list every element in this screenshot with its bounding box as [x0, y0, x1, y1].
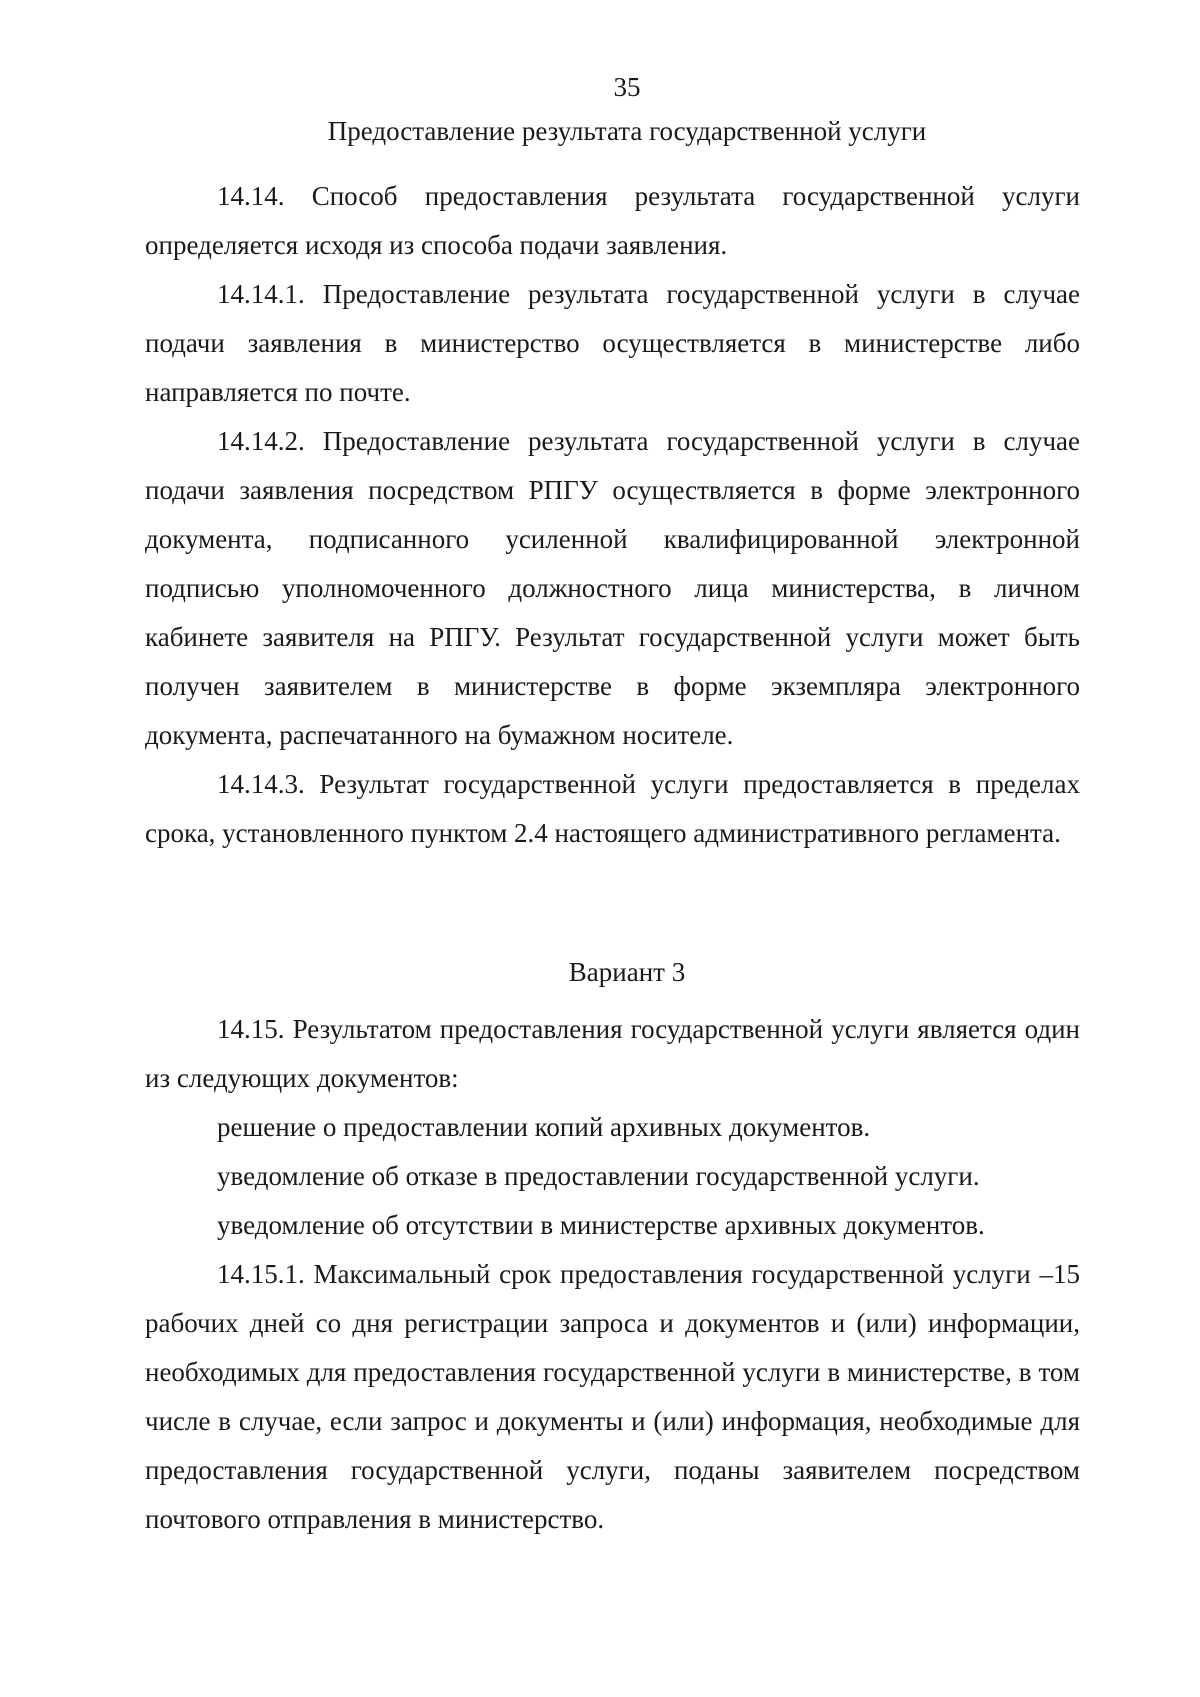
- page-number: 35: [613, 72, 641, 102]
- list-item: решение о предоставлении копий архивных документов.: [217, 1112, 871, 1142]
- paragraph: 14.14.1. Предоставление результата государственной услуги в случае подачи заявления в министерство осуществляется в министерстве либо направляется по почте.: [145, 279, 1080, 407]
- paragraph: 14.14. Способ предоставления результата государственной услуги определяется исходя из способа подачи заявления.: [145, 181, 1080, 260]
- paragraph: 14.14.3. Результат государственной услуги предоставляется в пределах срока, установленного пунктом 2.4 настоящего административного регламента.: [145, 769, 1080, 848]
- paragraph: 14.14.2. Предоставление результата государственной услуги в случае подачи заявления посредством РПГУ осуществляется в форме электронного документа, подписанного усиленной квалифицированной электронной подписью уполномоченного должностного лица министерства, в личном кабинете заявителя на РПГУ. Результат государственной услуги может быть получен заявителем в министерстве в форме экземпляра электронного документа, распечатанного на бумажном носителе.: [145, 426, 1080, 750]
- list-item: уведомление об отсутствии в министерстве архивных документов.: [217, 1210, 985, 1240]
- paragraph: 14.15. Результатом предоставления государственной услуги является один из следующих документов:: [145, 1014, 1080, 1093]
- list-item: уведомление об отказе в предоставлении государственной услуги.: [217, 1161, 980, 1191]
- variant-body: [145, 1005, 1080, 1544]
- section-body: [145, 172, 1080, 858]
- variant-title: Вариант 3: [568, 957, 686, 987]
- paragraph: 14.15.1. Максимальный срок предоставления государственной услуги –15 рабочих дней со дня регистрации запроса и документов и (или) информации, необходимых для предоставления государственной услуги в министерстве, в том числе в случае, если запрос и документы и (или) информация, необходимые для предоставления государственной услуги, поданы заявителем посредством почтового отправления в министерство.: [145, 1259, 1080, 1534]
- section-title: Предоставление результата государственной услуги: [327, 116, 927, 146]
